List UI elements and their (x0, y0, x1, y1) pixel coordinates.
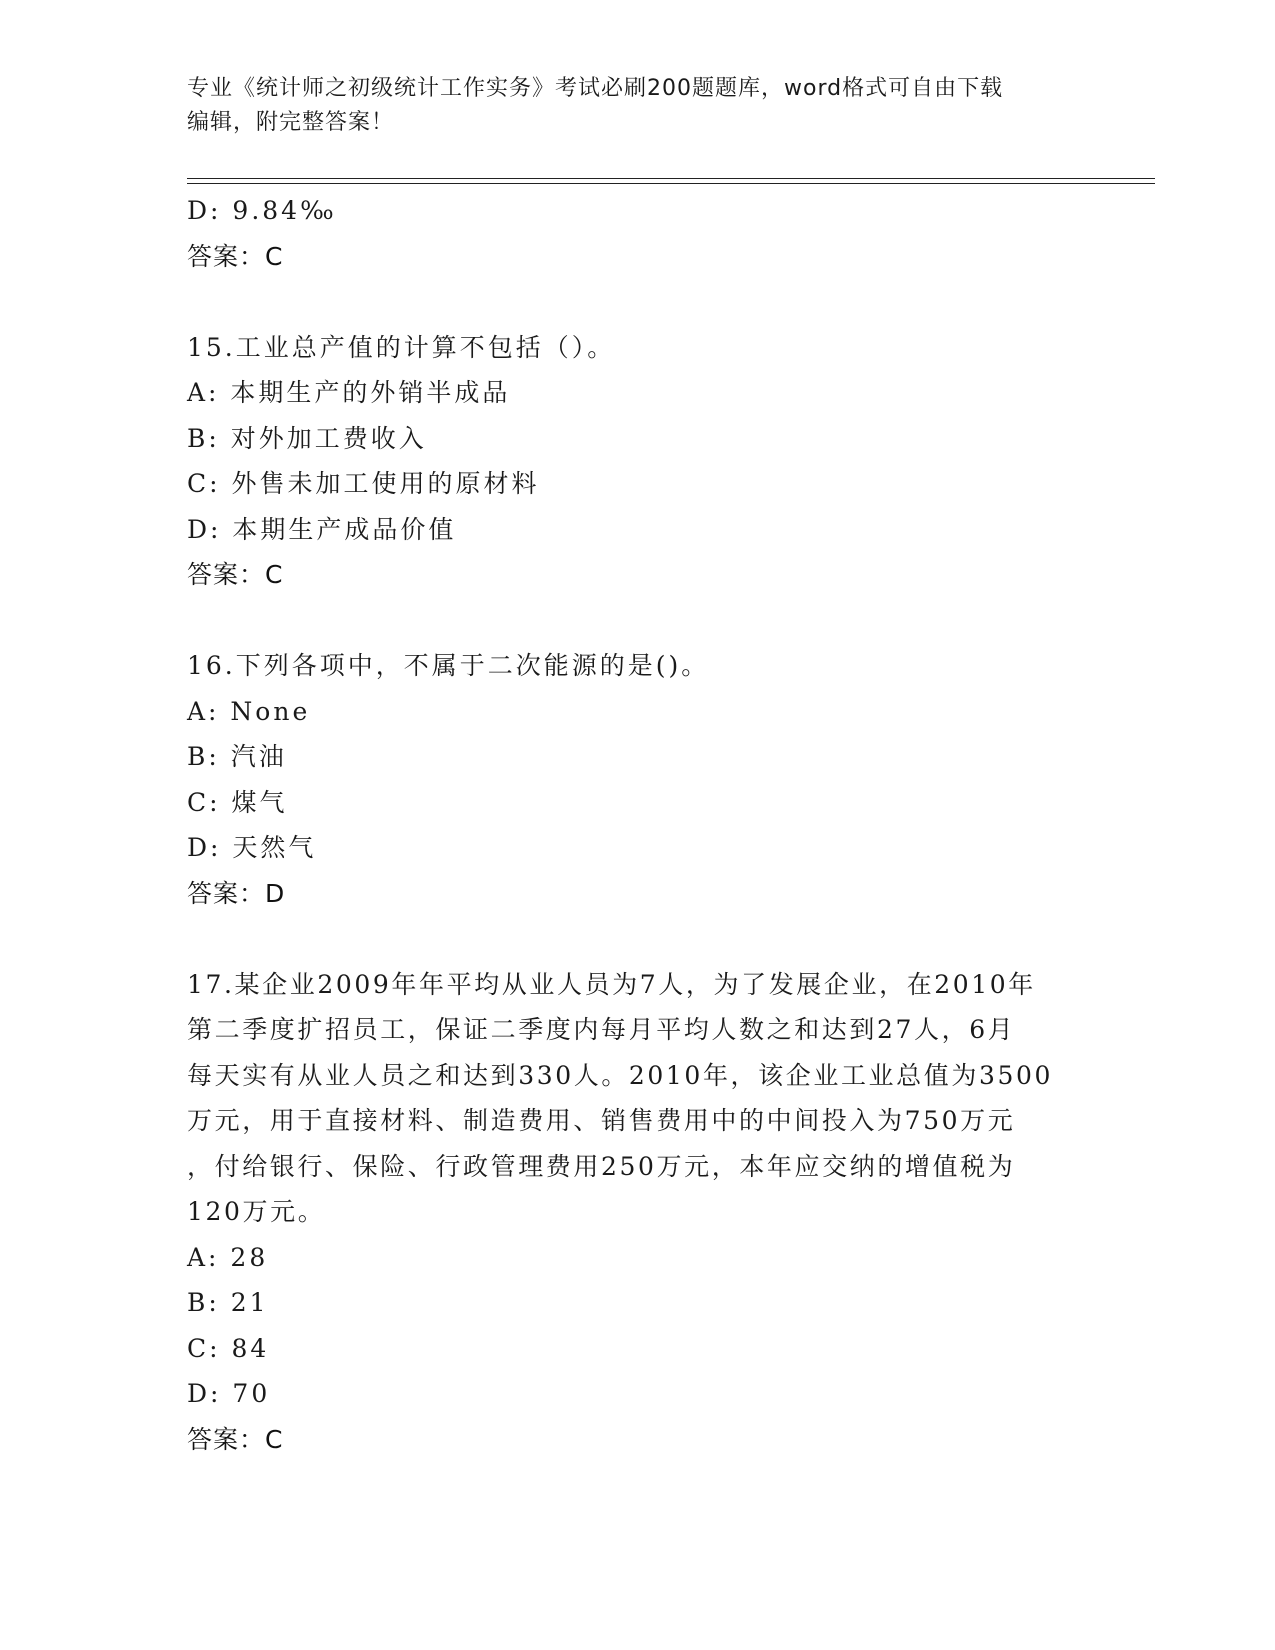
q17-stem (187, 962, 1087, 1235)
q17-stem-line: 120万元。 (187, 1197, 326, 1226)
q15-option-c: C: 外售未加工使用的原材料 (187, 469, 540, 498)
q17-stem-line: ，付给银行、保险、行政管理费用250万元，本年应交纳的增值税为 (187, 1151, 1016, 1181)
header-divider-bottom (187, 183, 1155, 184)
q17-option-b: B: 21 (187, 1288, 269, 1317)
q14-option-d: D: 9.84‰ (187, 196, 337, 225)
question-spacer (187, 279, 1087, 325)
header-line-2: 编辑，附完整答案！ (187, 110, 395, 135)
q17-stem-line: 万元，用于直接材料、制造费用、销售费用中的中间投入为750万元 (187, 1106, 1016, 1135)
q17-answer: 答案：C (187, 1424, 284, 1454)
q17-stem-line: 第二季度扩招员工，保证二季度内每月平均人数之和达到27人，6月 (187, 1015, 1016, 1044)
q16-stem: 16.下列各项中，不属于二次能源的是()。 (187, 651, 710, 680)
q16-answer: 答案：D (187, 878, 286, 908)
q15-stem: 15.工业总产值的计算不包括（）。 (187, 332, 616, 362)
question-spacer (187, 916, 1087, 962)
q17-stem-line: 每天实有从业人员之和达到330人。2010年，该企业工业总值为3500 (187, 1060, 1053, 1090)
q16-option-d: D: 天然气 (187, 833, 317, 862)
header-line-1: 专业《统计师之初级统计工作实务》考试必刷200题题库，word格式可自由下载 (187, 76, 1004, 101)
question-spacer (187, 598, 1087, 644)
q17-option-c: C: 84 (187, 1333, 270, 1363)
question-content (187, 188, 1087, 1462)
q17-option-d: D: 70 (187, 1379, 271, 1408)
q16-option-c: C: 煤气 (187, 787, 288, 817)
q15-option-a: A: 本期生产的外销半成品 (187, 378, 511, 407)
header-divider-top (187, 178, 1155, 179)
q16-option-a: A: None (187, 696, 311, 726)
q15-option-b: B: 对外加工费收入 (187, 423, 427, 453)
q17-option-a: A: 28 (187, 1242, 269, 1272)
q15-option-d: D: 本期生产成品价值 (187, 514, 457, 544)
q14-answer: 答案：C (187, 241, 284, 271)
document-header (187, 72, 1087, 140)
q17-stem-line: 17.某企业2009年年平均从业人员为7人，为了发展企业，在2010年 (187, 969, 1036, 999)
q16-option-b: B: 汽油 (187, 742, 287, 771)
q15-answer: 答案：C (187, 560, 284, 589)
